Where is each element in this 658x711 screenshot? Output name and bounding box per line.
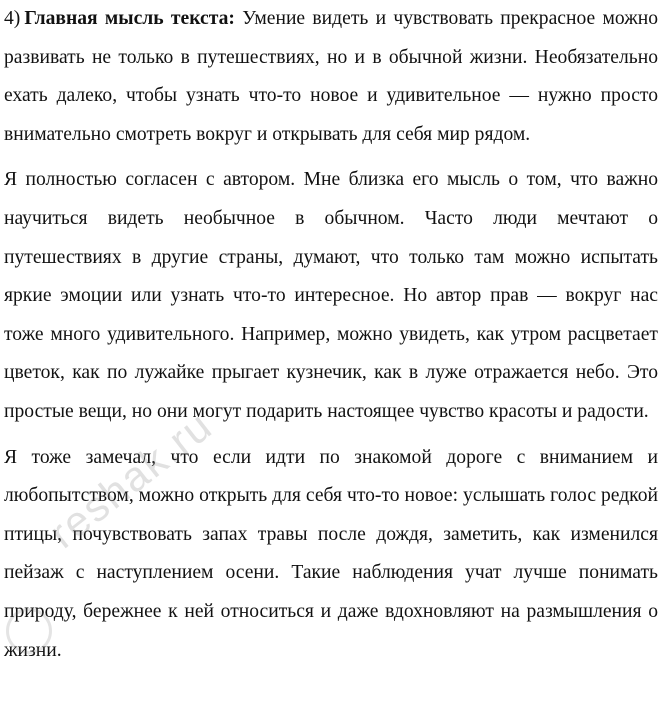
- experience-text: Я тоже замечал, что если идти по знакомой дороге с вниманием и любопытством, можно открыть для себя что-то новое: услышать голос редкой птицы, почувствовать запах травы после дождя, заметить, как изменился пейзаж с наступлением осени. Такие наблюдения учат лучше понимать природу, бережнее к ней относиться и даже вдохновляют на размышления о жизни.: [4, 446, 658, 661]
- main-idea-text: Умение видеть и чувствовать прекрасное можно развивать не только в путешествиях, но и в обычной жизни. Необязательно ехать далеко, чтобы узнать что-то новое и удивительное — нужно просто внимательно смотреть вокруг и открывать для себя мир рядом.: [4, 8, 658, 145]
- item-number: 4): [4, 8, 21, 29]
- paragraph-agreement: [4, 161, 658, 431]
- main-idea-heading: Главная мысль текста:: [24, 8, 235, 29]
- document-body: [4, 0, 658, 677]
- agreement-text: Я полностью согласен с автором. Мне близка его мысль о том, что важно научиться видеть необычное в обычном. Часто люди мечтают о путешествиях в другие страны, думают, что только там можно испытать яркие эмоции или узнать что-то интересное. Но автор прав — вокруг нас тоже много удивительного. Например, можно увидеть, как утром расцветает цветок, как по лужайке прыгает кузнечик, как в луже отражается небо. Это простые вещи, но они могут подарить настоящее чувство красоты и радости.: [4, 169, 658, 422]
- paragraph-personal-experience: [4, 439, 658, 671]
- paragraph-main-idea: [4, 0, 658, 154]
- watermark: reshak.ru: [40, 401, 222, 558]
